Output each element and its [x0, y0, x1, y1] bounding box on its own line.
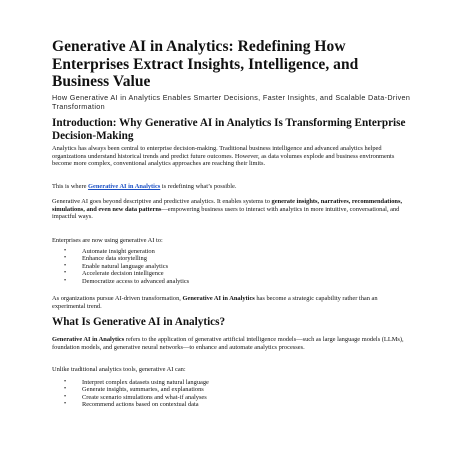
list-item-text: Automate insight generation: [82, 248, 155, 255]
list-item: [52, 270, 392, 277]
list-item-text: Generate insights, summaries, and explanations: [82, 386, 204, 394]
bullet-icon: •: [64, 255, 67, 262]
generative-ai-analytics-link[interactable]: Generative AI in Analytics: [88, 183, 161, 190]
bullet-icon: •: [64, 393, 67, 400]
what-paragraph-1-post: refers to the application of generative artificial intelligence models—such as large language models (LLMs), foundation models, and generative neural networks—to enhance and automate analytics processes.: [52, 336, 404, 351]
list-item-text: Recommend actions based on contextual data: [82, 401, 199, 409]
list-item-text: Create scenario simulations and what-if analyses: [82, 393, 207, 401]
list-item-text: Interpret complex datasets using natural language: [82, 379, 209, 386]
intro-paragraph-5: [52, 295, 407, 310]
intro-paragraph-3: [52, 198, 407, 221]
intro-bullet-list: [52, 248, 392, 285]
list-item-text: Enable natural language analytics: [82, 262, 169, 270]
list-item: [52, 248, 392, 255]
intro-paragraph-5-pre: As organizations pursue AI-driven transformation,: [52, 295, 183, 302]
bullet-icon: •: [64, 277, 67, 284]
intro-paragraph-2-pre: This is where: [52, 183, 89, 190]
what-paragraph-2: Unlike traditional analytics tools, generative AI can:: [52, 366, 186, 373]
intro-paragraph-5-post: has become a strategic capability rather than an experimental trend.: [52, 295, 378, 310]
document-subtitle: How Generative AI in Analytics Enables Smarter Decisions, Faster Insights, and Scalable Data-Driven Transformation: [52, 93, 411, 112]
list-item: [52, 255, 392, 262]
list-item-text: Democratize access to advanced analytics: [82, 277, 190, 285]
bullet-icon: •: [64, 379, 67, 385]
what-paragraph-1: [52, 336, 407, 351]
list-item-text: Enhance data storytelling: [82, 255, 147, 263]
intro-paragraph-3-pre: Generative AI goes beyond descriptive and predictive analytics. It enables systems to: [52, 198, 272, 205]
bullet-icon: •: [64, 386, 67, 393]
bullet-icon: •: [64, 248, 67, 254]
list-item: [52, 401, 392, 408]
bullet-icon: •: [64, 401, 67, 408]
intro-paragraph-3-bold: generate insights, narratives, recommendations, simulations, and even new data patterns: [52, 198, 403, 213]
list-item: [52, 278, 392, 285]
intro-paragraph-3-post: —empowering business users to interact with analytics in more intuitive, conversational, and impactful ways.: [52, 205, 400, 221]
what-bullet-list: [52, 379, 392, 409]
intro-heading: Introduction: Why Generative AI in Analytics Is Transforming Enterprise Decision-Making: [52, 117, 406, 142]
intro-paragraph-4: Enterprises are now using generative AI to:: [52, 237, 163, 244]
list-item: [52, 394, 392, 401]
list-item: [52, 386, 392, 393]
bullet-icon: •: [64, 270, 67, 277]
intro-paragraph-1: Analytics has always been central to enterprise decision-making. Traditional business intelligence and advanced analytics helped organizations understand historical trends and predict future outcomes. However, as data volumes explode and business environments become more complex, conventional analytics approaches are reaching their limits.: [52, 145, 395, 168]
list-item: [52, 379, 392, 386]
intro-paragraph-5-bold: Generative AI in Analytics: [182, 295, 255, 302]
bullet-icon: •: [64, 262, 67, 269]
list-item: [52, 263, 392, 270]
list-item-text: Accelerate decision intelligence: [82, 270, 164, 278]
intro-paragraph-2-post: is redefining what’s possible.: [160, 183, 237, 190]
what-paragraph-1-bold: Generative AI in Analytics: [52, 336, 125, 343]
document-title: Generative AI in Analytics: Redefining How Enterprises Extract Insights, Intelligence, and Business Value: [52, 38, 359, 90]
intro-paragraph-2: [52, 183, 407, 191]
what-heading: What Is Generative AI in Analytics?: [52, 316, 226, 328]
